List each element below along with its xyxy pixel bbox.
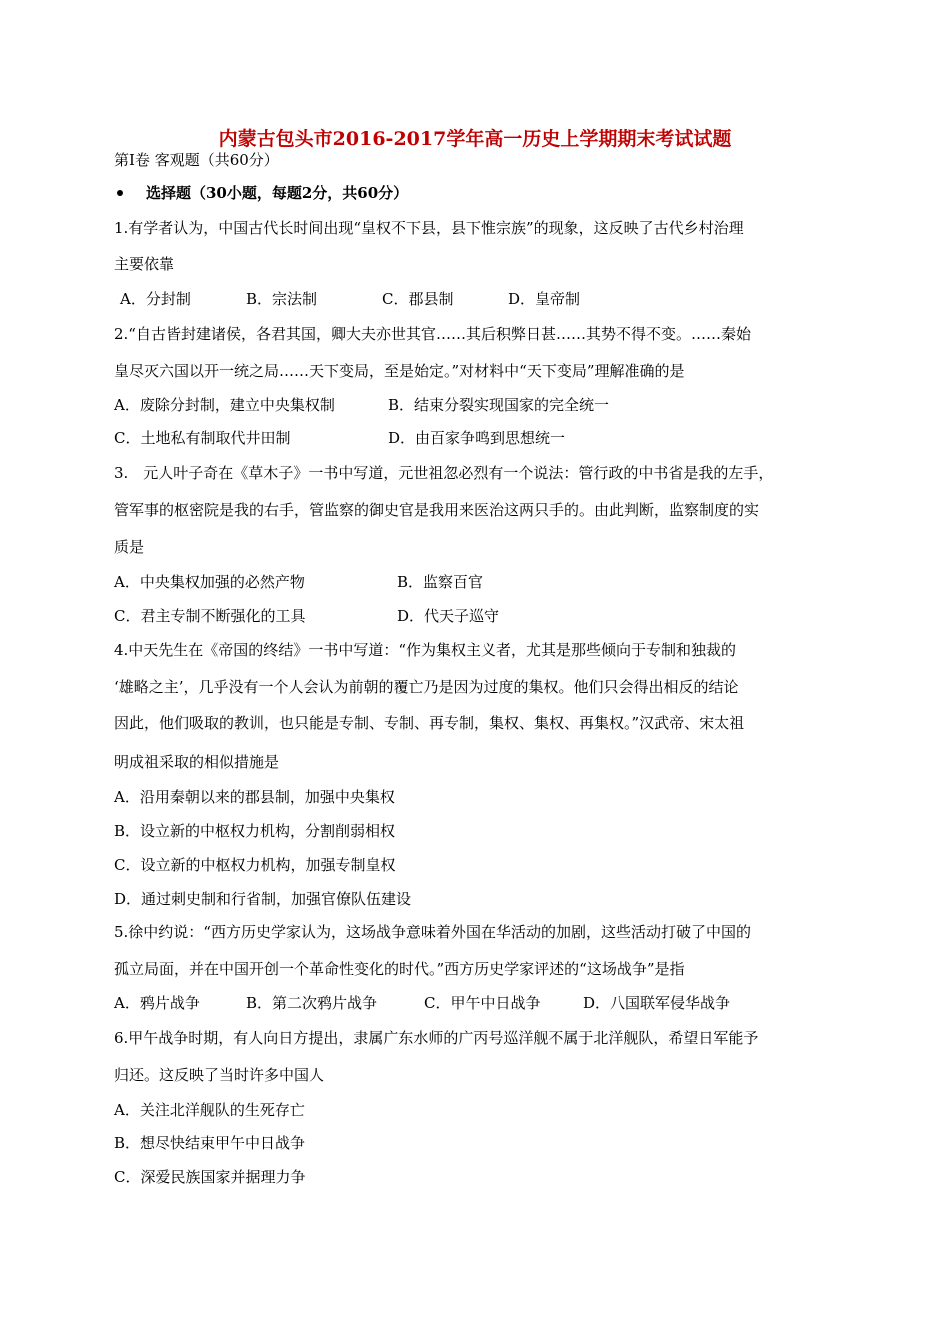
q5-option-b: B．第二次鸦片战争 (246, 994, 378, 1012)
q1-stem-line-2: 主要依靠 (114, 255, 175, 273)
q3-option-c: C．君主专制不断强化的工具 (114, 607, 306, 625)
q2-option-d: D．由百家争鸣到思想统一 (388, 429, 566, 447)
q5-option-d: D．八国联军侵华战争 (583, 994, 731, 1012)
q3-option-a: A．中央集权加强的必然产物 (114, 573, 305, 591)
q4-stem-line-3: 因此，他们吸取的教训，也只能是专制、专制、再专制，集权、集权、再集权。”汉武帝、宋太祖 (114, 714, 745, 732)
q2-option-c: C．土地私有制取代井田制 (114, 429, 291, 447)
q4-option-d: D．通过刺史制和行省制，加强官僚队伍建设 (114, 890, 412, 908)
section-heading: 选择题（30小题，每题2分，共60分） (146, 184, 409, 202)
q5-option-c: C．甲午中日战争 (424, 994, 541, 1012)
q2-option-b: B．结束分裂实现国家的完全统一 (388, 396, 610, 414)
q2-stem-line-2: 皇尽灭六国以开一统之局……天下变局，至是始定。”对材料中“天下变局”理解准确的是 (114, 362, 685, 380)
q3-option-d: D．代天子巡守 (397, 607, 500, 625)
q1-option-d: D．皇帝制 (508, 290, 581, 308)
part-heading: 第Ⅰ卷 客观题（共60分） (114, 151, 279, 169)
q1-stem-line-1: 1.有学者认为，中国古代长时间出现“皇权不下县，县下惟宗族”的现象，这反映了古代乡村治理 (114, 219, 744, 237)
q2-option-a: A．废除分封制，建立中央集权制 (114, 396, 335, 414)
q6-stem-line-2: 归还。这反映了当时许多中国人 (114, 1066, 325, 1084)
q5-stem-line-1: 5.徐中约说：“西方历史学家认为，这场战争意味着外国在华活动的加剧，这些活动打破了中国的 (114, 923, 751, 941)
q3-stem-line-1: 3. 元人叶子奇在《草木子》一书中写道，元世祖忽必烈有一个说法：管行政的中书省是我的左手， (114, 464, 774, 482)
q1-option-a: A．分封制 (120, 290, 191, 308)
q6-option-a: A．关注北洋舰队的生死存亡 (114, 1101, 305, 1119)
q6-option-c: C．深爱民族国家并据理力争 (114, 1168, 306, 1186)
q6-option-b: B．想尽快结束甲午中日战争 (114, 1134, 306, 1152)
page-title: 内蒙古包头市2016-2017学年高一历史上学期期末考试试题 (218, 128, 732, 150)
q3-stem-line-3: 质是 (114, 538, 145, 556)
q4-option-a: A．沿用秦朝以来的郡县制，加强中央集权 (114, 788, 395, 806)
q6-stem-line-1: 6.甲午战争时期，有人向日方提出，隶属广东水师的广丙号巡洋舰不属于北洋舰队，希望日军能予 (114, 1029, 759, 1047)
q4-stem-line-4: 明成祖采取的相似措施是 (114, 753, 280, 771)
q4-option-c: C．设立新的中枢权力机构，加强专制皇权 (114, 856, 396, 874)
q1-option-b: B．宗法制 (246, 290, 318, 308)
q3-option-b: B．监察百官 (397, 573, 484, 591)
q2-stem-line-1: 2.“自古皆封建诸侯，各君其国，卿大夫亦世其官……其后积弊日甚……其势不得不变。……秦始 (114, 325, 751, 343)
bullet-icon (117, 190, 123, 196)
q4-option-b: B．设立新的中枢权力机构，分割削弱相权 (114, 822, 396, 840)
q5-stem-line-2: 孤立局面，并在中国开创一个革命性变化的时代。”西方历史学家评述的“这场战争”是指 (114, 960, 685, 978)
q1-option-c: C．郡县制 (382, 290, 454, 308)
q5-option-a: A．鸦片战争 (114, 994, 200, 1012)
q3-stem-line-2: 管军事的枢密院是我的右手，管监察的御史官是我用来医治这两只手的。由此判断，监察制度的实 (114, 501, 760, 519)
q4-stem-line-2: ‘雄略之主’，几乎没有一个人会认为前朝的覆亡乃是因为过度的集权。他们只会得出相反的结论 (114, 678, 739, 696)
q4-stem-line-1: 4.中天先生在《帝国的终结》一书中写道：“作为集权主义者，尤其是那些倾向于专制和独裁的 (114, 641, 736, 659)
